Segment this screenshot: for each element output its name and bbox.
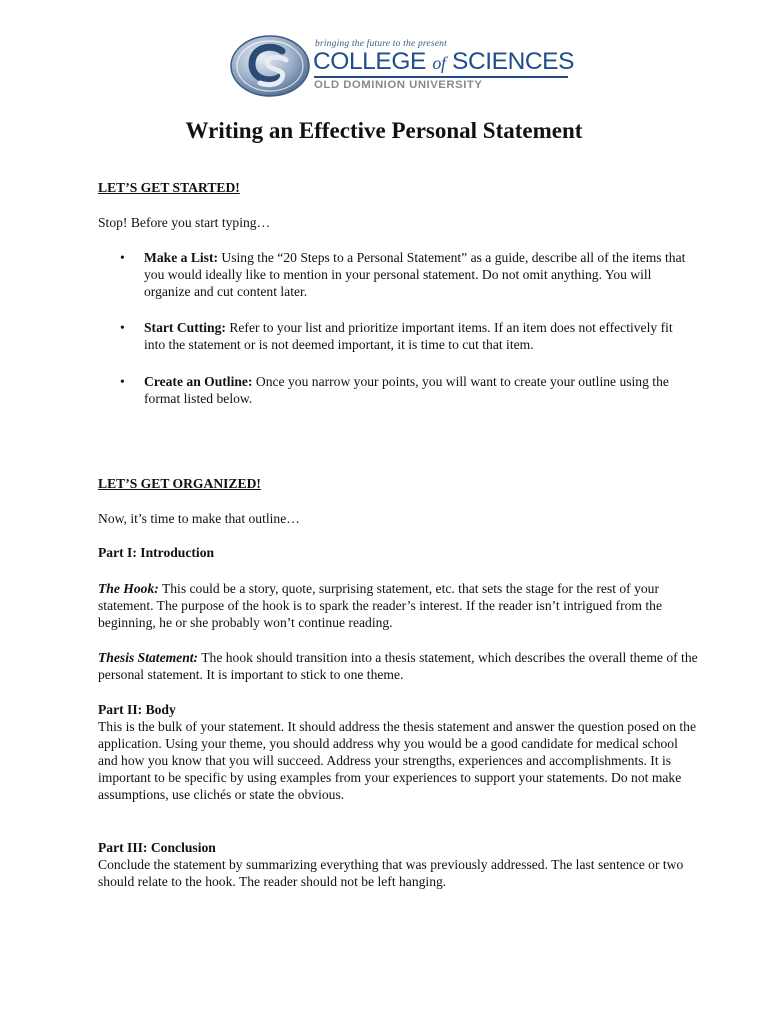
logo-university-name: OLD DOMINION UNIVERSITY	[314, 79, 483, 91]
thesis-paragraph: Thesis Statement: The hook should transition into a thesis statement, which describes the overall theme of the personal statement. It is important to stick to one theme.	[98, 650, 698, 682]
section-heading-started: LET’S GET STARTED!	[98, 180, 240, 195]
part1-heading: Part I: Introduction	[98, 545, 215, 560]
part3-heading: Part III: Conclusion	[98, 840, 216, 855]
part2-heading: Part II: Body	[98, 702, 176, 717]
section-heading-organized: LET’S GET ORGANIZED!	[98, 476, 261, 491]
bullet-label: Make a List:	[144, 250, 219, 265]
bullet-icon: •	[120, 374, 125, 389]
cs-emblem-icon	[230, 34, 312, 98]
document-title: Writing an Effective Personal Statement	[185, 118, 583, 143]
bullet-icon: •	[120, 320, 125, 335]
hook-label: The Hook:	[98, 581, 159, 596]
bullet-text: Once you narrow your points, you will want to create your outline using the format listed below.	[144, 374, 669, 406]
section2-intro: Now, it’s time to make that outline…	[98, 511, 300, 526]
bullet-label: Start Cutting:	[144, 320, 226, 335]
thesis-label: Thesis Statement:	[98, 650, 199, 665]
part2-paragraph: This is the bulk of your statement. It should address the thesis statement and answer the question posed on the application. Using your theme, you should address why you would be a good candidate for medical school and how you know that you will succeed. Address your strengths, experiences and accomplishments. It is important to be specific by using examples from your experiences to support your statements. Do not make assumptions, use clichés or state the obvious.	[98, 719, 697, 802]
logo-college-name: COLLEGE of SCIENCES	[313, 48, 575, 75]
college-of-sciences-logo	[230, 34, 575, 104]
logo-tagline: bringing the future to the present	[315, 39, 447, 49]
part3-paragraph: Conclude the statement by summarizing everything that was previously addressed. The last sentence or two should relate to the hook. The reader should not be left hanging.	[98, 857, 684, 889]
bullet-icon: •	[120, 250, 125, 265]
hook-paragraph: The Hook: This could be a story, quote, surprising statement, etc. that sets the stage for the rest of your statement. The purpose of the hook is to spark the reader’s interest. If the reader isn’t intrigued from the beginning, he or she probably won’t continue reading.	[98, 581, 662, 630]
bullet-text: Refer to your list and prioritize important items. If an item does not effectively fit into the statement or is not deemed important, it is time to cut that item.	[144, 320, 673, 352]
bullet-text: Using the “20 Steps to a Personal Statement” as a guide, describe all of the items that you would ideally like to mention in your personal statement. Do not omit anything. You will organize and cut content later.	[144, 250, 686, 299]
bullet-label: Create an Outline:	[144, 374, 253, 389]
section1-intro: Stop! Before you start typing…	[98, 215, 271, 230]
